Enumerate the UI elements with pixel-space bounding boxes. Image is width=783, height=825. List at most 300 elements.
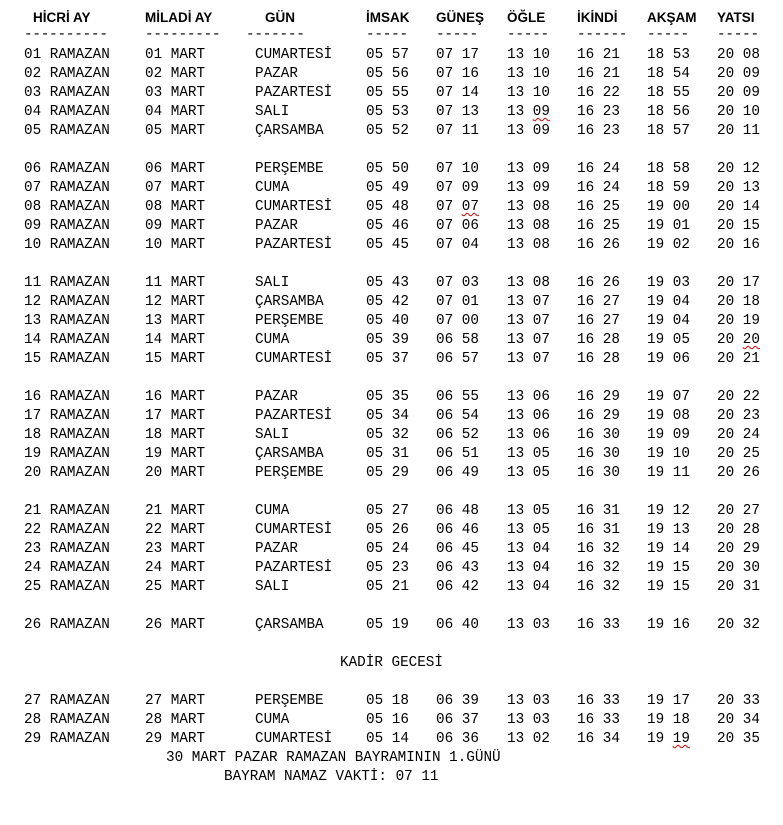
table-row: [0, 692, 783, 711]
cell-gun: PAZAR: [255, 541, 298, 557]
kadir-gecesi-label: KADİR GECESİ: [340, 655, 443, 671]
cell-imsak: 05 48: [366, 199, 409, 215]
cell-imsak: 05 50: [366, 161, 409, 177]
cell-imsak: 05 18: [366, 693, 409, 709]
cell-hicri: 14 RAMAZAN: [24, 332, 110, 348]
cell-gun: ÇARSAMBA: [255, 123, 324, 139]
cell-hicri: 22 RAMAZAN: [24, 522, 110, 538]
cell-gun: PERŞEMBE: [255, 693, 324, 709]
cell-aksam: 19 13: [647, 522, 690, 538]
cell-imsak: 05 53: [366, 104, 409, 120]
cell-ikindi: 16 21: [577, 66, 620, 82]
cell-ikindi: 16 24: [577, 161, 620, 177]
header-gunes: GÜNEŞ: [436, 10, 485, 25]
table-row: [0, 293, 783, 312]
table-row: [0, 198, 783, 217]
cell-ogle: 13 06: [507, 389, 550, 405]
cell-gunes: 07 03: [436, 275, 479, 291]
cell-ogle: 13 06: [507, 427, 550, 443]
cell-hicri: 19 RAMAZAN: [24, 446, 110, 462]
cell-aksam: 18 59: [647, 180, 690, 196]
cell-hicri: 13 RAMAZAN: [24, 313, 110, 329]
cell-miladi: 19 MART: [145, 446, 206, 462]
cell-hicri: 07 RAMAZAN: [24, 180, 110, 196]
cell-ikindi: 16 24: [577, 180, 620, 196]
header-ogle: ÖĞLE: [507, 10, 546, 25]
cell-aksam: 19 09: [647, 427, 690, 443]
cell-aksam: 19 02: [647, 237, 690, 253]
cell-miladi: 09 MART: [145, 218, 206, 234]
cell-gun: PAZARTESİ: [255, 237, 333, 253]
cell-ikindi: 16 29: [577, 408, 620, 424]
cell-hicri: 26 RAMAZAN: [24, 617, 110, 633]
cell-yatsi: 20 30: [717, 560, 760, 576]
table-row: [0, 730, 783, 749]
cell-hicri: 01 RAMAZAN: [24, 47, 110, 63]
cell-miladi: 08 MART: [145, 199, 206, 215]
cell-miladi: 14 MART: [145, 332, 206, 348]
cell-gunes: 06 43: [436, 560, 479, 576]
cell-miladi: 13 MART: [145, 313, 206, 329]
cell-ogle: 13 03: [507, 617, 550, 633]
cell-imsak: 05 55: [366, 85, 409, 101]
cell-yatsi: 20 15: [717, 218, 760, 234]
cell-aksam: 19 08: [647, 408, 690, 424]
cell-aksam: 19 05: [647, 332, 690, 348]
cell-miladi: 05 MART: [145, 123, 206, 139]
cell-yatsi: 20 19: [717, 313, 760, 329]
header-ikindi: İKİNDİ: [577, 10, 618, 25]
cell-imsak: 05 14: [366, 731, 409, 747]
cell-ikindi: 16 28: [577, 332, 620, 348]
cell-miladi: 03 MART: [145, 85, 206, 101]
cell-gunes: 06 45: [436, 541, 479, 557]
cell-aksam: 19 15: [647, 579, 690, 595]
cell-gunes: 07 07: [436, 199, 479, 215]
cell-gunes: 07 16: [436, 66, 479, 82]
spellcheck-underline: 09: [532, 104, 550, 120]
cell-yatsi: 20 22: [717, 389, 760, 405]
cell-hicri: 06 RAMAZAN: [24, 161, 110, 177]
cell-ogle: 13 03: [507, 712, 550, 728]
cell-aksam: 19 16: [647, 617, 690, 633]
cell-aksam: 18 56: [647, 104, 690, 120]
cell-ikindi: 16 31: [577, 503, 620, 519]
table-row: [0, 274, 783, 293]
cell-gunes: 07 09: [436, 180, 479, 196]
cell-gunes: 07 17: [436, 47, 479, 63]
cell-ogle: 13 04: [507, 560, 550, 576]
cell-gun: SALI: [255, 579, 290, 595]
table-row: [0, 65, 783, 84]
cell-ikindi: 16 27: [577, 313, 620, 329]
cell-gun: SALI: [255, 104, 290, 120]
cell-yatsi: 20 17: [717, 275, 760, 291]
cell-hicri: 29 RAMAZAN: [24, 731, 110, 747]
cell-gun: CUMARTESİ: [255, 731, 333, 747]
cell-gunes: 06 58: [436, 332, 479, 348]
table-row: [0, 578, 783, 597]
cell-ogle: 13 10: [507, 66, 550, 82]
cell-gun: PERŞEMBE: [255, 313, 324, 329]
cell-aksam: 19 15: [647, 560, 690, 576]
cell-ogle: 13 08: [507, 237, 550, 253]
cell-gunes: 07 11: [436, 123, 479, 139]
cell-yatsi: 20 25: [717, 446, 760, 462]
cell-ogle: 13 08: [507, 199, 550, 215]
cell-hicri: 10 RAMAZAN: [24, 237, 110, 253]
bayram-namaz-line: BAYRAM NAMAZ VAKTİ: 07 11: [224, 769, 439, 785]
cell-ikindi: 16 32: [577, 541, 620, 557]
cell-hicri: 05 RAMAZAN: [24, 123, 110, 139]
cell-miladi: 15 MART: [145, 351, 206, 367]
cell-imsak: 05 32: [366, 427, 409, 443]
table-row: [0, 540, 783, 559]
cell-yatsi: 20 28: [717, 522, 760, 538]
cell-imsak: 05 16: [366, 712, 409, 728]
table-row: [0, 521, 783, 540]
header-yatsi: YATSI: [717, 10, 755, 25]
cell-gun: PAZAR: [255, 66, 298, 82]
divider-yatsi: -----: [717, 27, 759, 43]
cell-hicri: 04 RAMAZAN: [24, 104, 110, 120]
cell-yatsi: 20 35: [717, 731, 760, 747]
table-row: [0, 464, 783, 483]
cell-gunes: 06 57: [436, 351, 479, 367]
cell-ikindi: 16 32: [577, 579, 620, 595]
cell-gunes: 07 13: [436, 104, 479, 120]
cell-gunes: 06 40: [436, 617, 479, 633]
cell-hicri: 24 RAMAZAN: [24, 560, 110, 576]
table-row: [0, 84, 783, 103]
cell-hicri: 17 RAMAZAN: [24, 408, 110, 424]
divider-aksam: -----: [647, 27, 689, 43]
cell-miladi: 16 MART: [145, 389, 206, 405]
cell-imsak: 05 35: [366, 389, 409, 405]
cell-gun: CUMA: [255, 503, 290, 519]
divider-miladi-ay: ---------: [145, 27, 221, 43]
cell-gunes: 07 01: [436, 294, 479, 310]
cell-ogle: 13 09: [507, 180, 550, 196]
table-row: [0, 312, 783, 331]
cell-miladi: 23 MART: [145, 541, 206, 557]
cell-gun: PERŞEMBE: [255, 465, 324, 481]
spellcheck-underline: 20: [742, 332, 760, 348]
cell-ogle: 13 04: [507, 579, 550, 595]
cell-hicri: 09 RAMAZAN: [24, 218, 110, 234]
cell-hicri: 02 RAMAZAN: [24, 66, 110, 82]
column-header-row: [0, 8, 783, 27]
cell-ogle: 13 06: [507, 408, 550, 424]
cell-ikindi: 16 22: [577, 85, 620, 101]
cell-aksam: 19 07: [647, 389, 690, 405]
table-row: [0, 407, 783, 426]
cell-ogle: 13 07: [507, 294, 550, 310]
cell-ogle: 13 09: [507, 123, 550, 139]
table-row: [0, 331, 783, 350]
cell-gunes: 06 37: [436, 712, 479, 728]
divider-gun: -------: [246, 27, 305, 43]
cell-miladi: 02 MART: [145, 66, 206, 82]
bayram-note: [0, 749, 783, 768]
cell-imsak: 05 56: [366, 66, 409, 82]
cell-aksam: 19 03: [647, 275, 690, 291]
table-row: [0, 236, 783, 255]
cell-miladi: 24 MART: [145, 560, 206, 576]
cell-miladi: 21 MART: [145, 503, 206, 519]
cell-ikindi: 16 30: [577, 446, 620, 462]
cell-imsak: 05 29: [366, 465, 409, 481]
cell-hicri: 12 RAMAZAN: [24, 294, 110, 310]
cell-imsak: 05 24: [366, 541, 409, 557]
cell-gunes: 06 42: [436, 579, 479, 595]
cell-gun: ÇARSAMBA: [255, 294, 324, 310]
cell-hicri: 08 RAMAZAN: [24, 199, 110, 215]
table-row: [0, 616, 783, 635]
cell-gun: CUMARTESİ: [255, 351, 333, 367]
cell-yatsi: 20 20: [717, 332, 760, 348]
cell-gunes: 07 00: [436, 313, 479, 329]
divider-hicri-ay: ----------: [24, 27, 108, 43]
cell-ogle: 13 03: [507, 693, 550, 709]
cell-yatsi: 20 26: [717, 465, 760, 481]
bayram-namaz-note: [0, 768, 783, 787]
cell-yatsi: 20 09: [717, 66, 760, 82]
cell-hicri: 16 RAMAZAN: [24, 389, 110, 405]
cell-ogle: 13 07: [507, 332, 550, 348]
cell-miladi: 25 MART: [145, 579, 206, 595]
cell-miladi: 17 MART: [145, 408, 206, 424]
cell-gun: ÇARSAMBA: [255, 617, 324, 633]
cell-gun: PAZARTESİ: [255, 560, 333, 576]
header-aksam: AKŞAM: [647, 10, 697, 25]
spellcheck-underline: 19: [672, 731, 690, 747]
cell-imsak: 05 57: [366, 47, 409, 63]
cell-aksam: 18 53: [647, 47, 690, 63]
header-imsak: İMSAK: [366, 10, 410, 25]
table-row: [0, 388, 783, 407]
cell-ikindi: 16 32: [577, 560, 620, 576]
cell-ikindi: 16 29: [577, 389, 620, 405]
cell-ikindi: 16 21: [577, 47, 620, 63]
cell-imsak: 05 21: [366, 579, 409, 595]
cell-hicri: 28 RAMAZAN: [24, 712, 110, 728]
cell-aksam: 19 06: [647, 351, 690, 367]
cell-hicri: 27 RAMAZAN: [24, 693, 110, 709]
cell-miladi: 20 MART: [145, 465, 206, 481]
cell-ikindi: 16 27: [577, 294, 620, 310]
cell-gun: CUMARTESİ: [255, 199, 333, 215]
cell-ikindi: 16 25: [577, 199, 620, 215]
cell-gunes: 06 36: [436, 731, 479, 747]
cell-ogle: 13 05: [507, 522, 550, 538]
cell-miladi: 18 MART: [145, 427, 206, 443]
cell-ogle: 13 08: [507, 218, 550, 234]
cell-gunes: 06 39: [436, 693, 479, 709]
cell-ikindi: 16 25: [577, 218, 620, 234]
divider-ogle: -----: [507, 27, 549, 43]
cell-aksam: 19 04: [647, 313, 690, 329]
cell-imsak: 05 46: [366, 218, 409, 234]
cell-yatsi: 20 10: [717, 104, 760, 120]
cell-ikindi: 16 26: [577, 275, 620, 291]
cell-gun: CUMARTESİ: [255, 522, 333, 538]
cell-ogle: 13 07: [507, 313, 550, 329]
cell-aksam: 18 54: [647, 66, 690, 82]
cell-ogle: 13 05: [507, 465, 550, 481]
cell-yatsi: 20 09: [717, 85, 760, 101]
cell-imsak: 05 45: [366, 237, 409, 253]
cell-ikindi: 16 33: [577, 693, 620, 709]
cell-gun: PERŞEMBE: [255, 161, 324, 177]
cell-hicri: 21 RAMAZAN: [24, 503, 110, 519]
cell-gun: ÇARSAMBA: [255, 446, 324, 462]
cell-ikindi: 16 34: [577, 731, 620, 747]
cell-hicri: 03 RAMAZAN: [24, 85, 110, 101]
cell-imsak: 05 40: [366, 313, 409, 329]
cell-imsak: 05 27: [366, 503, 409, 519]
bayram-day-line: 30 MART PAZAR RAMAZAN BAYRAMININ 1.GÜNÜ: [166, 750, 501, 766]
cell-miladi: 27 MART: [145, 693, 206, 709]
cell-ogle: 13 09: [507, 104, 550, 120]
cell-yatsi: 20 18: [717, 294, 760, 310]
cell-gunes: 07 14: [436, 85, 479, 101]
cell-yatsi: 20 16: [717, 237, 760, 253]
cell-miladi: 26 MART: [145, 617, 206, 633]
cell-yatsi: 20 32: [717, 617, 760, 633]
cell-aksam: 19 01: [647, 218, 690, 234]
cell-gunes: 06 55: [436, 389, 479, 405]
cell-ikindi: 16 23: [577, 104, 620, 120]
divider-ikindi: ------: [577, 27, 628, 43]
cell-ogle: 13 05: [507, 446, 550, 462]
cell-gunes: 06 46: [436, 522, 479, 538]
cell-gunes: 06 49: [436, 465, 479, 481]
table-row: [0, 103, 783, 122]
cell-aksam: 19 04: [647, 294, 690, 310]
cell-imsak: 05 19: [366, 617, 409, 633]
cell-miladi: 29 MART: [145, 731, 206, 747]
cell-hicri: 18 RAMAZAN: [24, 427, 110, 443]
cell-gun: PAZARTESİ: [255, 85, 333, 101]
divider-gunes: -----: [436, 27, 478, 43]
cell-aksam: 19 17: [647, 693, 690, 709]
cell-ogle: 13 02: [507, 731, 550, 747]
cell-ikindi: 16 33: [577, 617, 620, 633]
cell-gunes: 06 52: [436, 427, 479, 443]
cell-yatsi: 20 21: [717, 351, 760, 367]
cell-hicri: 15 RAMAZAN: [24, 351, 110, 367]
cell-ogle: 13 07: [507, 351, 550, 367]
cell-imsak: 05 39: [366, 332, 409, 348]
cell-yatsi: 20 31: [717, 579, 760, 595]
cell-ikindi: 16 30: [577, 465, 620, 481]
cell-gunes: 06 48: [436, 503, 479, 519]
cell-imsak: 05 52: [366, 123, 409, 139]
cell-aksam: 19 14: [647, 541, 690, 557]
table-row: [0, 160, 783, 179]
cell-miladi: 12 MART: [145, 294, 206, 310]
cell-aksam: 19 10: [647, 446, 690, 462]
cell-aksam: 18 57: [647, 123, 690, 139]
cell-miladi: 28 MART: [145, 712, 206, 728]
cell-imsak: 05 23: [366, 560, 409, 576]
cell-ogle: 13 08: [507, 275, 550, 291]
cell-miladi: 22 MART: [145, 522, 206, 538]
cell-yatsi: 20 23: [717, 408, 760, 424]
cell-imsak: 05 42: [366, 294, 409, 310]
table-row: [0, 46, 783, 65]
cell-imsak: 05 26: [366, 522, 409, 538]
cell-hicri: 20 RAMAZAN: [24, 465, 110, 481]
spellcheck-underline: 07: [461, 199, 479, 215]
cell-yatsi: 20 34: [717, 712, 760, 728]
cell-gun: PAZARTESİ: [255, 408, 333, 424]
cell-ikindi: 16 31: [577, 522, 620, 538]
cell-gunes: 07 06: [436, 218, 479, 234]
cell-yatsi: 20 11: [717, 123, 760, 139]
cell-yatsi: 20 24: [717, 427, 760, 443]
table-row: [0, 711, 783, 730]
cell-gun: CUMA: [255, 332, 290, 348]
cell-aksam: 18 58: [647, 161, 690, 177]
cell-miladi: 04 MART: [145, 104, 206, 120]
table-row: [0, 426, 783, 445]
cell-gunes: 06 54: [436, 408, 479, 424]
cell-gun: CUMA: [255, 180, 290, 196]
cell-gunes: 06 51: [436, 446, 479, 462]
cell-yatsi: 20 08: [717, 47, 760, 63]
cell-ogle: 13 10: [507, 47, 550, 63]
cell-aksam: 19 12: [647, 503, 690, 519]
cell-yatsi: 20 12: [717, 161, 760, 177]
cell-hicri: 11 RAMAZAN: [24, 275, 110, 291]
cell-aksam: 19 18: [647, 712, 690, 728]
cell-ogle: 13 05: [507, 503, 550, 519]
table-row: [0, 502, 783, 521]
cell-gunes: 07 04: [436, 237, 479, 253]
cell-imsak: 05 34: [366, 408, 409, 424]
cell-ikindi: 16 33: [577, 712, 620, 728]
table-row: [0, 217, 783, 236]
cell-ikindi: 16 26: [577, 237, 620, 253]
cell-ikindi: 16 23: [577, 123, 620, 139]
cell-aksam: 19 11: [647, 465, 690, 481]
cell-gun: PAZAR: [255, 389, 298, 405]
cell-yatsi: 20 33: [717, 693, 760, 709]
cell-hicri: 25 RAMAZAN: [24, 579, 110, 595]
cell-miladi: 10 MART: [145, 237, 206, 253]
table-row: [0, 445, 783, 464]
cell-gun: SALI: [255, 275, 290, 291]
cell-yatsi: 20 27: [717, 503, 760, 519]
cell-yatsi: 20 14: [717, 199, 760, 215]
cell-ogle: 13 09: [507, 161, 550, 177]
divider-imsak: -----: [366, 27, 408, 43]
cell-gunes: 07 10: [436, 161, 479, 177]
cell-gun: CUMARTESİ: [255, 47, 333, 63]
cell-imsak: 05 49: [366, 180, 409, 196]
header-hicri-ay: HİCRİ AY: [33, 10, 91, 25]
cell-imsak: 05 43: [366, 275, 409, 291]
table-row: [0, 179, 783, 198]
header-divider-row: [0, 26, 783, 45]
cell-imsak: 05 37: [366, 351, 409, 367]
cell-imsak: 05 31: [366, 446, 409, 462]
header-gun: GÜN: [265, 10, 295, 25]
cell-aksam: 19 00: [647, 199, 690, 215]
cell-gun: PAZAR: [255, 218, 298, 234]
